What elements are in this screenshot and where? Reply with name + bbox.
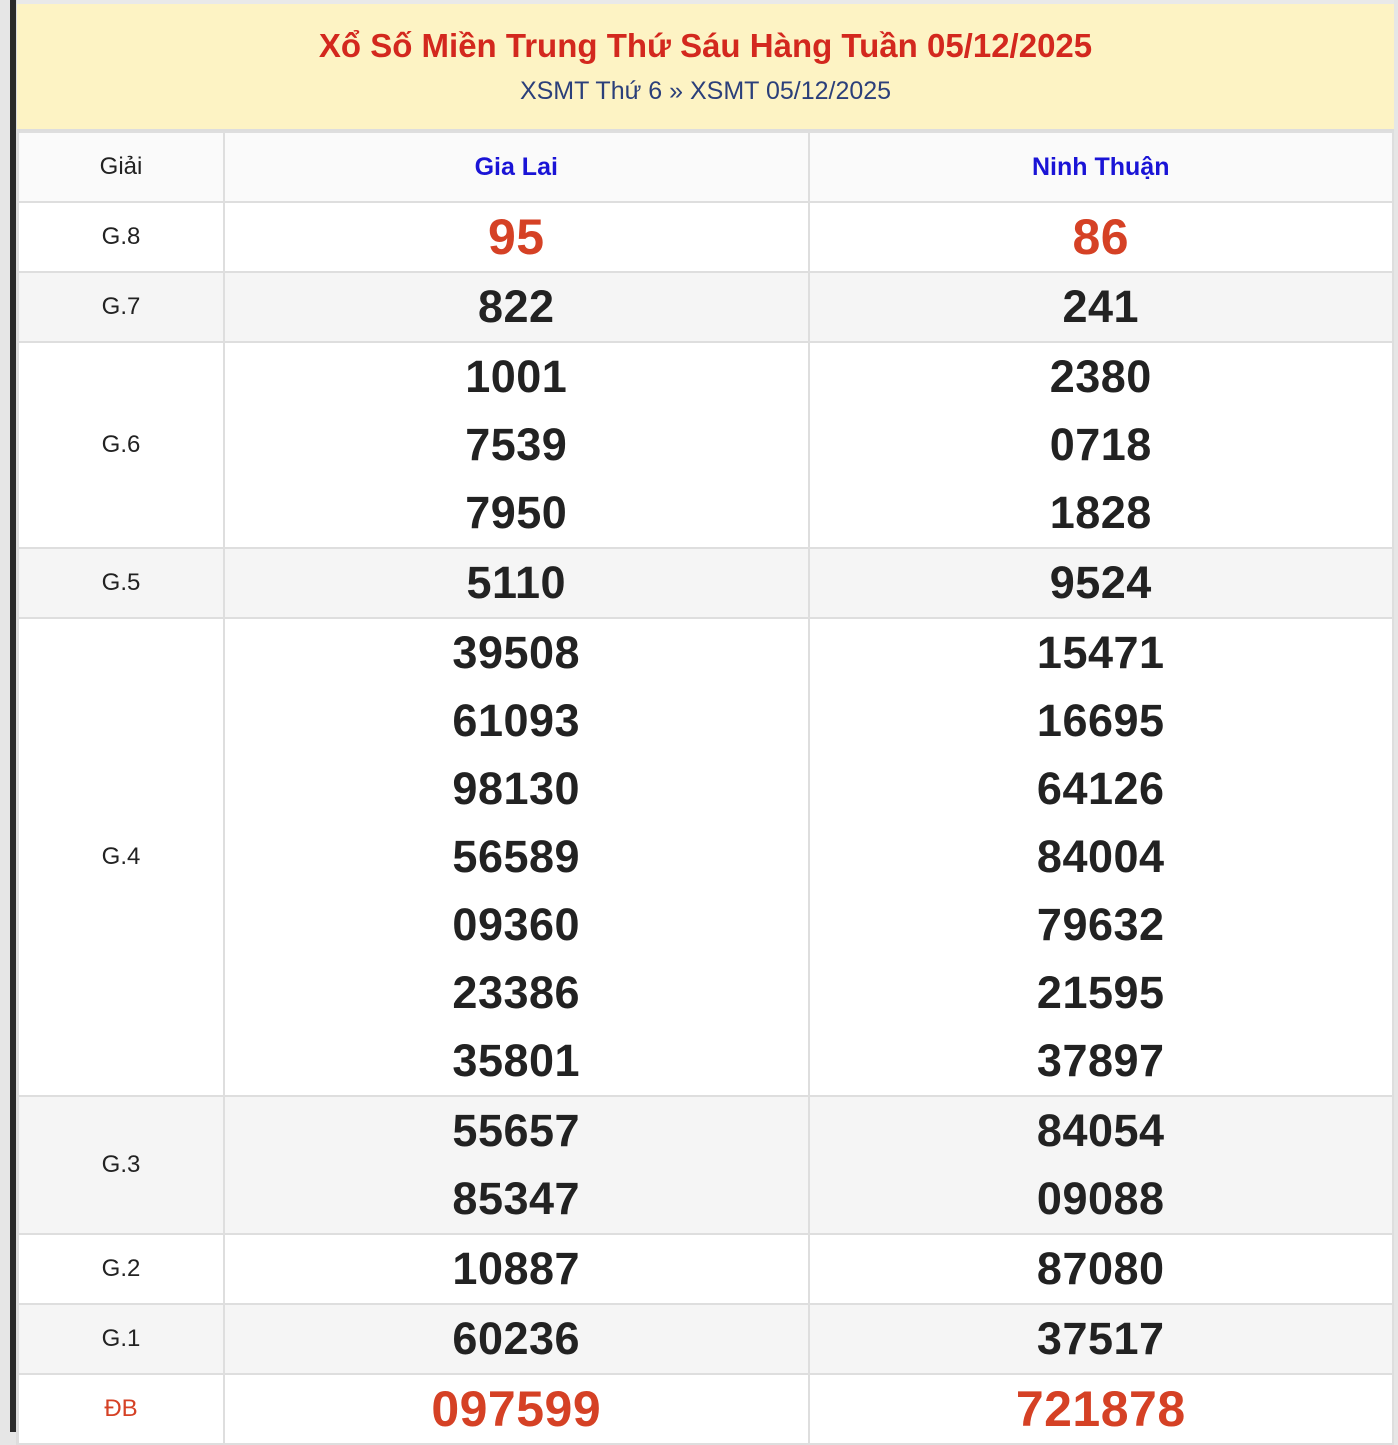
column-header-gia-lai[interactable]: Gia Lai (224, 132, 809, 202)
breadcrumb-link-xsmt-thu-6[interactable]: XSMT Thứ 6 (519, 77, 663, 105)
result-number: 61093 (452, 695, 581, 746)
breadcrumb (17, 76, 1394, 106)
result-cell (809, 1304, 1394, 1374)
result-cell (224, 1304, 809, 1374)
result-number: 55657 (452, 1105, 581, 1156)
column-header-prize: Giải (18, 132, 224, 202)
table-row (18, 1374, 1393, 1444)
result-cell (809, 272, 1394, 342)
result-number: 7539 (465, 419, 568, 470)
prize-label: G.7 (18, 272, 224, 342)
result-number: 09360 (452, 899, 581, 950)
result-cell (809, 1374, 1394, 1444)
result-number: 60236 (452, 1313, 581, 1364)
result-number: 64126 (1036, 763, 1165, 814)
result-number: 0718 (1049, 419, 1152, 470)
prize-label: G.5 (18, 548, 224, 618)
table-row (18, 1234, 1393, 1304)
result-cell (809, 618, 1394, 1096)
result-number: 79632 (1036, 899, 1165, 950)
result-number: 5110 (466, 557, 567, 608)
prize-label: G.1 (18, 1304, 224, 1374)
table-row (18, 202, 1393, 272)
table-row (18, 272, 1393, 342)
results-table (17, 131, 1394, 1445)
result-number: 37897 (1036, 1035, 1165, 1086)
breadcrumb-separator: » (669, 77, 684, 105)
result-number: 56589 (452, 831, 581, 882)
result-number: 7950 (465, 487, 568, 538)
prize-label: G.2 (18, 1234, 224, 1304)
result-number: 822 (477, 281, 555, 332)
table-row (18, 618, 1393, 1096)
result-number: 95 (487, 209, 545, 265)
result-number: 21595 (1036, 967, 1165, 1018)
results-panel (16, 0, 1394, 1445)
result-cell (809, 548, 1394, 618)
prize-label: G.3 (18, 1096, 224, 1234)
result-number: 1001 (465, 351, 568, 402)
result-number: 37517 (1036, 1313, 1165, 1364)
result-cell (809, 1234, 1394, 1304)
result-cell (224, 1096, 809, 1234)
prize-label: G.8 (18, 202, 224, 272)
prize-label: G.6 (18, 342, 224, 548)
result-number: 35801 (452, 1035, 581, 1086)
breadcrumb-link-xsmt-date[interactable]: XSMT 05/12/2025 (690, 77, 892, 105)
prize-label: ĐB (18, 1374, 224, 1444)
result-number: 2380 (1049, 351, 1152, 402)
table-row (18, 1096, 1393, 1234)
result-cell (224, 548, 809, 618)
result-cell (224, 272, 809, 342)
result-number: 23386 (452, 967, 581, 1018)
result-number: 721878 (1015, 1381, 1186, 1437)
result-cell (809, 202, 1394, 272)
result-number: 85347 (452, 1173, 581, 1224)
result-number: 097599 (431, 1381, 602, 1437)
result-number: 10887 (452, 1243, 581, 1294)
result-cell (224, 1374, 809, 1444)
table-row (18, 342, 1393, 548)
prize-label: G.4 (18, 618, 224, 1096)
result-number: 15471 (1036, 627, 1165, 678)
result-cell (809, 342, 1394, 548)
result-cell (224, 202, 809, 272)
result-number: 09088 (1036, 1173, 1165, 1224)
results-header (17, 0, 1394, 131)
column-header-ninh-thuan[interactable]: Ninh Thuận (809, 132, 1394, 202)
result-cell (224, 342, 809, 548)
table-row (18, 1304, 1393, 1374)
result-number: 84054 (1036, 1105, 1165, 1156)
result-number: 39508 (452, 627, 581, 678)
result-number: 1828 (1049, 487, 1152, 538)
result-number: 98130 (452, 763, 581, 814)
result-number: 16695 (1036, 695, 1165, 746)
page-title: Xổ Số Miền Trung Thứ Sáu Hàng Tuần 05/12/2025 (318, 27, 1093, 64)
result-cell (809, 1096, 1394, 1234)
result-number: 241 (1062, 281, 1140, 332)
table-header-row (18, 132, 1393, 202)
result-number: 9524 (1049, 557, 1152, 608)
result-cell (224, 618, 809, 1096)
result-number: 87080 (1036, 1243, 1165, 1294)
result-number: 86 (1072, 209, 1130, 265)
table-row (18, 548, 1393, 618)
result-number: 84004 (1036, 831, 1165, 882)
result-cell (224, 1234, 809, 1304)
